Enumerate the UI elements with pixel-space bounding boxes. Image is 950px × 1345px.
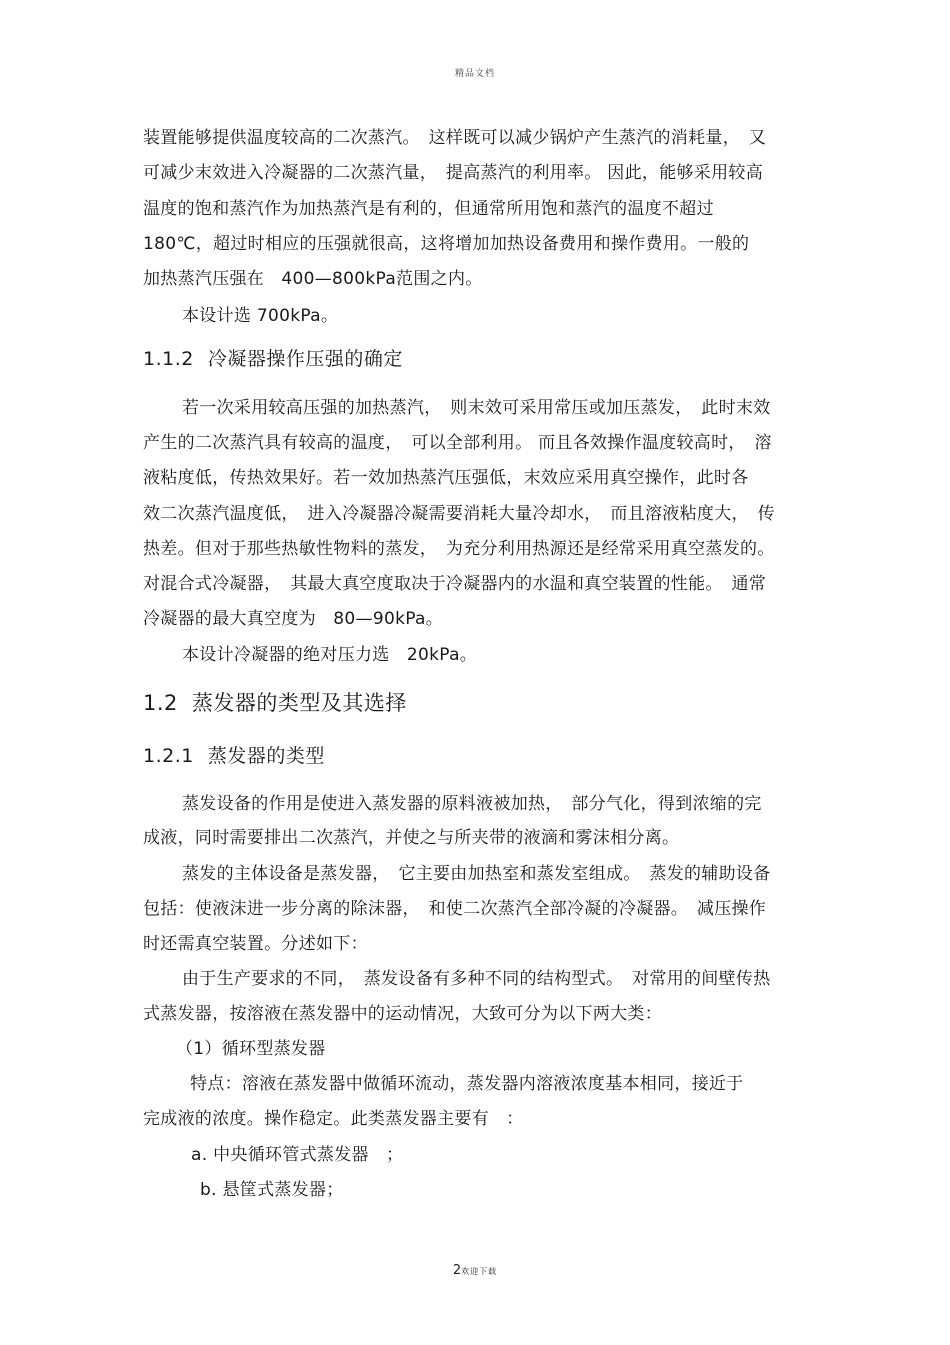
section-number: 1.2 [143,691,178,715]
section-heading-1-2-1 [143,741,325,768]
text-line: 180℃，超过时相应的压强就很高，这将增加加热设备费用和操作费用。一般的 [143,234,750,254]
section-heading-1-2 [143,687,407,717]
text-line: 产生的二次蒸汽具有较高的温度， 可以全部利用。 而且各效操作温度较高时， 溶 [143,433,772,453]
text-line: 对混合式冷凝器， 其最大真空度取决于冷凝器内的水温和真空装置的性能。 通常 [143,574,767,594]
sub-list-item: b. 悬筐式蒸发器； [200,1180,344,1200]
text-line: 时还需真空装置。分述如下： [143,934,368,954]
list-item: （1）循环型蒸发器 [176,1039,326,1059]
section-title: 冷凝器操作压强的确定 [207,348,403,370]
page-number: 2 [452,1263,462,1278]
text-line: 液粘度低，传热效果好。若一效加热蒸汽压强低，末效应采用真空操作，此时各 [143,468,749,488]
page-header: 精品文档 [454,69,495,79]
text-line: 完成液的浓度。操作稳定。此类蒸发器主要有 ： [143,1109,524,1129]
sub-list-item: a. 中央循环管式蒸发器 ； [191,1145,404,1165]
text-line: 蒸发的主体设备是蒸发器， 它主要由加热室和蒸发室组成。 蒸发的辅助设备 [182,864,771,884]
footer-text: 欢迎下载 [461,1267,498,1276]
page-footer [0,1259,950,1278]
text-line: 效二次蒸汽温度低， 进入冷凝器冷凝需要消耗大量冷却水， 而且溶液粘度大， 传 [143,504,775,524]
text-line: 温度的饱和蒸汽作为加热蒸汽是有利的，但通常所用饱和蒸汽的温度不超过 [143,199,714,219]
text-line: 装置能够提供温度较高的二次蒸汽。 这样既可以减少锅炉产生蒸汽的消耗量， 又 [143,128,767,148]
section-number: 1.2.1 [143,745,194,767]
text-line: 加热蒸汽压强在 400—800kPa范围之内。 [143,269,483,289]
design-choice-line: 本设计冷凝器的绝对压力选 20kPa。 [182,645,478,665]
text-line: 可减少末效进入冷凝器的二次蒸汽量， 提高蒸汽的利用率。 因此，能够采用较高 [143,163,764,183]
text-line: 热差。但对于那些热敏性物料的蒸发， 为充分利用热源还是经常采用真空蒸发的。 [143,539,775,559]
text-line: 若一次采用较高压强的加热蒸汽， 则末效可采用常压或加压蒸发， 此时末效 [182,398,771,418]
design-choice-line: 本设计选 700kPa。 [182,306,339,326]
text-line: 成液，同时需要排出二次蒸汽，并使之与所夹带的液滴和雾沫相分离。 [143,828,680,848]
section-number: 1.1.2 [143,348,194,370]
text-line: 特点：溶液在蒸发器中做循环流动，蒸发器内溶液浓度基本相同，接近于 [190,1074,744,1094]
section-title: 蒸发器的类型 [207,745,325,767]
section-heading-1-1-2 [143,344,403,371]
text-line: 式蒸发器，按溶液在蒸发器中的运动情况，大致可分为以下两大类： [143,1004,662,1024]
text-line: 由于生产要求的不同， 蒸发设备有多种不同的结构型式。 对常用的间壁传热 [182,969,771,989]
text-line: 蒸发设备的作用是使进入蒸发器的原料液被加热， 部分气化，得到浓缩的完 [182,794,762,814]
text-line: 包括：使液沫进一步分离的除沫器， 和使二次蒸汽全部冷凝的冷凝器。 减压操作 [143,899,767,919]
text-line: 冷凝器的最大真空度为 80—90kPa。 [143,609,444,629]
section-title: 蒸发器的类型及其选择 [191,691,407,715]
